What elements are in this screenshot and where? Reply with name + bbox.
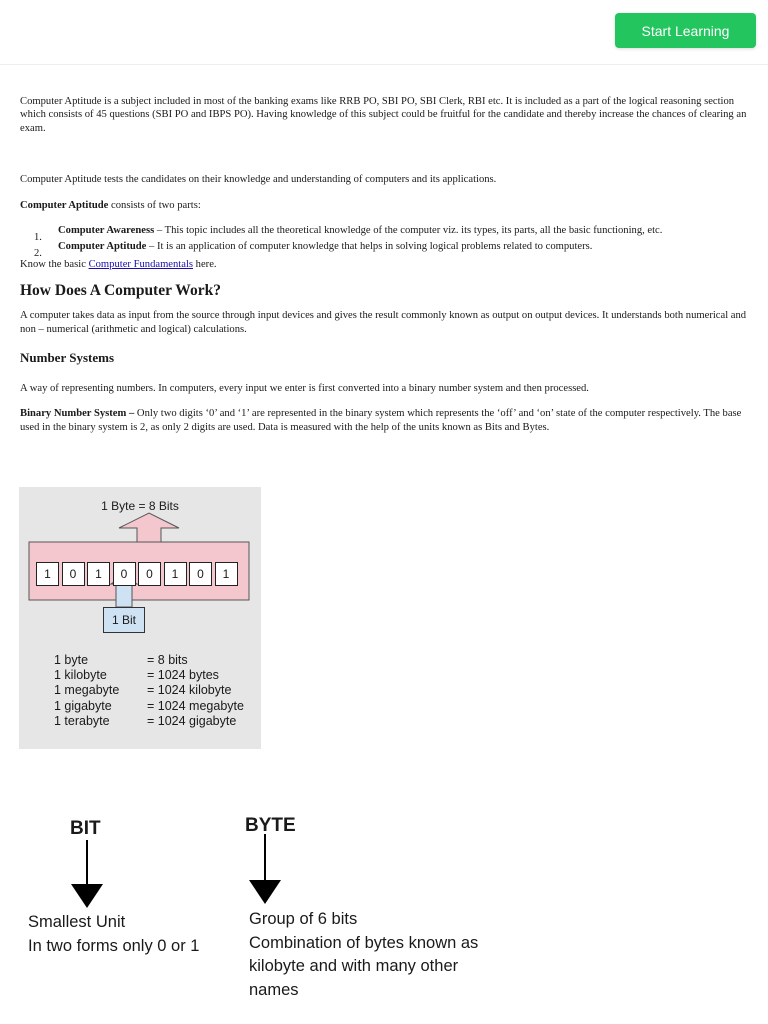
bit-cell: 1 [36, 562, 59, 586]
list-item [20, 224, 750, 244]
bit-down-arrow-icon [71, 884, 103, 908]
bit-line: Smallest Unit [28, 913, 126, 931]
bit-cell: 1 [87, 562, 110, 586]
unit-name: 1 terabyte [54, 713, 110, 728]
byte-down-arrow-icon [249, 880, 281, 904]
bit-label: 1 Bit [103, 607, 145, 633]
fundamentals-note [20, 258, 750, 271]
binary-system-rest: Only two digits ‘0’ and ‘1’ are represented in the binary system which represents the ‘off’ and ‘on’ state of the computer respectively. The base used in the binary system is 2, as only 2 digits are used. Data is measured with the help of the units known as Bits and Bytes. [20, 408, 742, 433]
top-bar [0, 0, 768, 65]
start-learning-button[interactable]: Start Learning [615, 13, 756, 48]
parts-intro-bold: Computer Aptitude [20, 199, 109, 211]
parts-intro [20, 199, 750, 212]
intro-paragraph: Computer Aptitude is a subject included in most of the banking exams like RRB PO, SBI PO, SBI Clerk, RBI etc. It is included as a part of the logical reasoning section which consists of 45 questions (SBI PO and IBPS PO). Having knowledge of this subject could be fruitful for the candidate and thereby increase the chances of clearing an exam. [20, 96, 747, 134]
number-systems-text: A way of representing numbers. In computers, every input we enter is first converted into a binary number system and then processed. [20, 383, 589, 395]
unit-name: 1 gigabyte [54, 698, 112, 713]
unit-value: = 8 bits [147, 653, 188, 667]
byte-line: Group of 6 bits [249, 910, 358, 928]
bit-cell: 1 [164, 562, 187, 586]
unit-value: = 1024 gigabyte [147, 713, 237, 728]
list-item-title: Computer Aptitude [58, 241, 147, 253]
unit-value: = 1024 megabyte [147, 698, 244, 713]
computer-work-text: A computer takes data as input from the source through input devices and gives the result commonly known as output on output devices. It understands both numerical and non – numerical (arithmetic and logical) calculations. [20, 310, 747, 335]
unit-name: 1 kilobyte [54, 668, 107, 683]
binary-system-text [20, 407, 750, 434]
bit-heading: BIT [70, 818, 101, 839]
byte-description [249, 908, 478, 1002]
bit-cell: 0 [113, 562, 136, 586]
unit-name: 1 byte [54, 653, 89, 667]
unit-value: = 1024 bytes [147, 668, 219, 683]
byte-heading: BYTE [245, 815, 296, 836]
section-heading-computer-work: How Does A Computer Work? [20, 282, 221, 300]
bit-cell: 0 [62, 562, 85, 586]
section-heading-number-systems: Number Systems [20, 350, 115, 366]
fundamentals-suffix: here. [193, 258, 217, 270]
aptitude-description: Computer Aptitude tests the candidates on their knowledge and understanding of computers and its applications. [20, 174, 497, 186]
byte-arrow-icon [119, 513, 179, 542]
bit-cell: 0 [138, 562, 161, 586]
bit-byte-figure [0, 800, 768, 1024]
byte-line: Combination of bytes known as [249, 933, 479, 952]
list-number: 2. [34, 248, 42, 260]
unit-value: = 1024 kilobyte [147, 683, 232, 698]
byte-line: kilobyte and with many other [249, 957, 459, 975]
fundamentals-prefix: Know the basic [20, 258, 89, 270]
parts-list [20, 224, 750, 260]
bit-description [28, 911, 200, 958]
list-item-title: Computer Awareness [58, 225, 155, 237]
binary-system-bold: Binary Number System – [20, 408, 135, 420]
list-number: 1. [34, 232, 42, 244]
list-item-text: – This topic includes all the theoretical knowledge of the computer viz. its types, its parts, all the basic functioning, etc. [154, 225, 663, 237]
units-names [54, 653, 119, 729]
unit-name: 1 megabyte [54, 683, 120, 698]
list-item-text: – It is an application of computer knowledge that helps in solving logical problems related to computers. [146, 241, 593, 253]
units-values [147, 653, 244, 729]
parts-intro-rest: consists of two parts: [108, 199, 201, 211]
byte-line: names [249, 980, 299, 999]
bit-cell: 1 [215, 562, 238, 586]
figure-title: 1 Byte = 8 Bits [101, 499, 179, 513]
article-content [20, 95, 750, 442]
bit-line: In two forms only 0 or 1 [28, 936, 200, 955]
bit-cell: 0 [189, 562, 212, 586]
computer-fundamentals-link[interactable]: Computer Fundamentals [88, 258, 194, 270]
list-item [20, 240, 750, 260]
